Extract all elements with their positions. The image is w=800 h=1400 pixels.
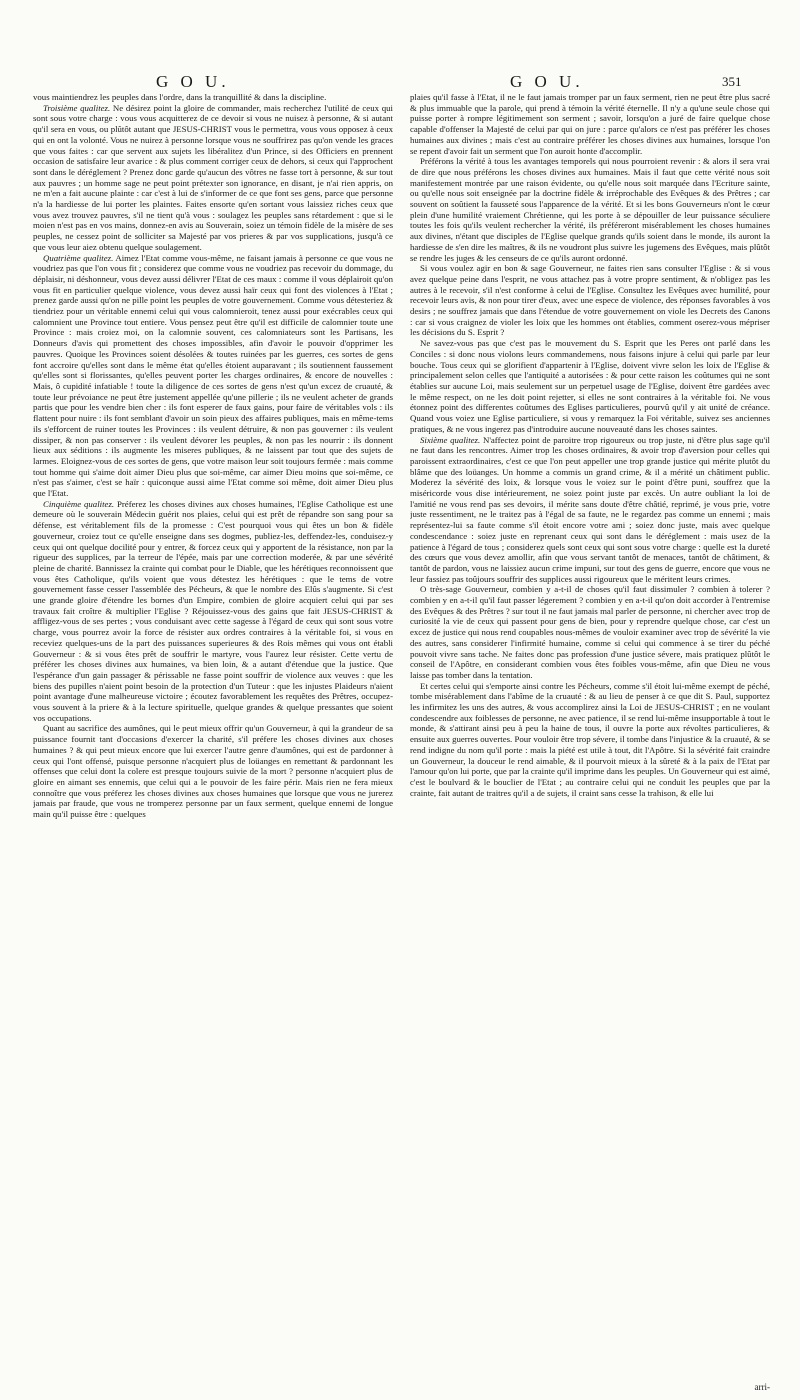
paragraph [410,681,770,799]
paragraph-text: Préferez les choses divines aux choses humaines, l'Eglise Catholique est une demeure où le souverain Médecin guérit nos plaies, celui qui est prêt de répandre son sang pour sa défense, est véritablement fils de la promesse : C'est pourquoi vous qui êtes un bon & fidèle gouverneur, croiez tout ce qu'elle enseigne dans ses dogmes, publiez-les, deffendez-les, conduisez-y ceux qui ont quelque docilité pour y entrer, & forcez ceux qui y apportent de la résistance, non par la rigueur des supplices, par la terreur de l'épée, mais par une correction moderée, & par une sévérité pleine de charité. Bannissez la crainte qui combat pour le Diable, que les hérétiques reconnoissent que vous êtes Catholique, qu'ils voient que vous détestez les hérétiques : que le tems de votre gouvernement fasse cesser l'assemblée des Pécheurs, & que le nombre des Elûs s'augmente. Si c'est une grande gloire d'étendre les bornes d'un Empire, combien de gloire acquiert celui qui par ses travaux fait croître & multiplier l'Eglise ? Réjouissez-vous des gains que fait JESUS-CHRIST & affligez-vous de ses pertes ; vous conduisant avec cette sagesse à l'égard de ceux qui sont sous votre charge, vous pourrez avoir la force de résister aux ordres contraires à la véritable foi, si vous en receviez quelques-uns de la part des puissances superieures & des Rois mêmes qui vous ont établi Gouverneur : & si vous êtes prêt de souffrir le martyre, vous l'aurez leur résister. Cette vertu de préférer les choses divines aux humaines, va bien loin, & a autant d'étendue que la justice. Que l'espérance d'un gain passager & périssable ne fasse point souffrir de violence aux veuves : que les biens des pupilles n'aient point besoin de la protection d'un Tuteur : que les injustes Plaideurs n'aient point avantage d'une malheureuse victoire ; écoutez favorablement les requêtes des Prêtres, occupez-vous souvent à la priere & à la lecture spirituelle, quelque grandes & quelque pressantes que soient vos occupations. [33,498,393,723]
paragraph [410,156,770,263]
paragraph [33,723,393,819]
paragraph [33,499,393,724]
paragraph-text: N'affectez point de paroitre trop rigoureux ou trop juste, ni d'être plus sage qu'il ne faut dans les rencontres. Aimer trop les choses ordinaires, & avoir trop d'aversion pour celles qui paroissent extraordinaires, c'est ce que l'on peut appeller une trop grande justice qui mérite plutôt du blâme que des loüanges. Un homme a commis un grand crime, & il a mérité un châtiment public. Moderez la sévérité des loix, & lorsque vous le voiez sur le point d'être puni, souffrez que la miséricorde vous dise intérieurement, ne soiez point juste par excès. Un autre oubliant la loi de l'amitié ne vous rend pas ses devoirs, il mérite sans doute d'être châtié, reprimé, je vous prie, votre juste ressentiment, ne le traitez pas à l'égal de sa faute, ne le regardez pas comme un ennemi ; mais représentez-lui sa faute comme s'il étoit encore votre ami ; soiez donc juste, mais avec quelque condescendance : soiez juste en reprenant ceux qui sont dans le déréglement : mais usez de la patience à l'égard de tous ; considerez quels sont ceux qui sont sous votre charge : quelle est la dureté des cœurs que vous devez amollir, afin que vous servant tantôt de menaces, tantôt de châtiment, & tantôt de pardon, vous ne laissiez aucun crime impuni, sur tout des gens de guerre, encore que vous ne leur fassiez pas toûjours souffrir des supplices aussi rigoureux que le méritent leurs crimes. [410,434,770,584]
paragraph-text: Ne désirez point la gloire de commander, mais recherchez l'utilité de ceux qui sont sous votre charge : vous vous acquitterez de ce devoir si vous ne nuisez à personne, & si autant qu'il sera en vous, ou plûtôt autant que JESUS-CHRIST vous le permettra, vous vous opposez à ceux qui en ont la volonté. Vous ne nuirez à personne lorsque vous ne souffrirez pas qu'on vende les graces que vous faites : car que servent aux sujets les libéralitez d'un Prince, si des Officiers en prennent occasion de satisfaire leur avarice : & plus comment corriger ceux de dehors, si ceux qui l'approchent sont dans le déréglement ? Prenez donc garde qu'aucun des vôtres ne fasse tort à personne, & sur tout aux pauvres ; un homme sage ne peut point prétexter son ignorance, en disant, je n'ai rien appris, on ne m'en a fait aucune plainte : car c'est à lui de s'informer de ce que font ses gens, parce que personne n'a la hardiesse de lui porter les plaintes. Faites ensorte qu'en sortant vous laissiez riches ceux que vous avez trouvez pauvres, s'il ne tient qu'à vous : soulagez les peuples sans rétardement : que si le moien n'est pas en vos mains, donnez-en avis au Souverain, soiez un témoin fidèle de la misère de ses peuples, ne cessez point de solliciter sa Majesté par vos prieres & par vos supplications, jusqu'à ce que vous leur aiez obtenu quelque soulagement. [33,102,393,252]
paragraph-text: Et certes celui qui s'emporte ainsi contre les Pécheurs, comme s'il étoit lui-même exempt de péché, tombe misérablement dans l'abîme de la cruauté : & au lieu de penser à ce que dit S. Paul, supportez les infirmitez les uns des autres, & vous accomplirez ainsi la Loi de JESUS-CHRIST ; en ne voulant condescendre aux foiblesses de personne, ne avec patience, il se rend lui-même insupportable à tout le monde, & s'attirant ainsi peu à peu la haine de tous, il ouvre la porte aux révoltes particulieres, & ensuite aux guerres ouvertes. Pour vouloir être trop sévere, il tombe dans l'injustice & la cruauté, & se rend indigne du nom qu'il porte : mais la piété est utile à tout, dit l'Apôtre. Si la sévérité fait craindre un Gouverneur, la douceur le rend aimable, & il pourvoit mieux à la sûreté & à la paix de l'Etat par l'amour qu'on lui porte, que par la crainte qu'il imprime dans les peuples. Un Gouverneur qui est aimé, c'est le boulvard & le bouclier de l'Etat ; au contraire celui qui ne conduit les peuples que par la crainte, fait autant de traitres qu'il a de sujets, il craint sans cesse la trahison, & elle lui [410,680,770,798]
left-column [33,92,393,1387]
paragraph [410,338,770,434]
paragraph [33,103,393,253]
paragraph-text: Préférons la vérité à tous les avantages temporels qui nous pourroient revenir : & alors il sera vrai de dire que nous préférons les choses divines aux humaines. Mais il faut que cette vérité nous soit manifestement montrée par une raison évidente, ou qu'elle nous soit marquée dans l'Ecriture sainte, ou qu'elle nous soit enseignée par la doctrine fidèle & irréprochable des Evêques & des Prêtres ; car souvent on soûtient la fausseté sous l'apparence de la vérité. Et si les bons Gouverneurs n'ont le cœur plein d'une humilité vraiement Chrétienne, qui les porte à se dépouiller de leur puissance séculiere toutes les fois qu'ils veulent rechercher la vérité, ils préféreront misérablement les choses humaines aux divines, n'étant que disciples de l'Eglise quelque grands qu'ils soient dans le monde, ils auront la hardiesse de s'en dire les maîtres, & ils ne voudront plus suivre les jugemens des Evêques, mais plûtôt se rendre les juges & les censeurs de ce qu'ils auront ordonné. [410,156,770,263]
paragraph [410,263,770,338]
paragraph-text: Quant au sacrifice des aumônes, qui le peut mieux offrir qu'un Gouverneur, à qui la grandeur de sa puissance fournit tant d'occasions d'exercer la charité, s'il préfere les choses divines aux choses humaines ? & qui peut mieux encore que lui exercer l'autre genre d'aumônes, qui est de pardonner à ceux qui l'ont offensé, puisque personne n'acquiert plus de loüanges en remettant & pardonnant les offenses que celui dont la colere est presque toujours suivie de la mort ? personne n'acquiert plus de gloire en aimant ses ennemis, que celui qui a le pouvoir de les faire périr. Mais rien ne fera mieux connoître que vous préferez les choses divines aux choses humaines que lorsque que vous ne jurerez jamais par fraude, que vous ne tromperez personne par un faux serment, quelque ennemi de longue main qu'il puisse être : quelques [33,723,393,820]
paragraph-text: vous maintiendrez les peuples dans l'ordre, dans la tranquillité & dans la discipline. [33,92,327,102]
paragraph-text: Ne savez-vous pas que c'est pas le mouvement du S. Esprit que les Peres ont parlé dans les Conciles : si donc nous violons leurs commandemens, nous faisons injure à celui qui parle par leur bouche. Tous ceux qui se glorifient d'appartenir à l'Eglise, doivent vivre selon les loix de l'Eglise & principalement selon celles que l'antiquité a autorisées : & pour cette raison les coûtumes qui ne sont établies sur aucune Loi, mais seulement sur un perpetuel usage de l'Eglise, doivent être gardées avec le même respect, on ne les doit point rejetter, si elles ne sont contraires à la véritable foi. Ne vous étonnez point des differentes coûtumes des Eglises particulieres, pourvû qu'il y ait unité de créance. Quand vous voiez une Eglise particuliere, si vous y remarquez la Foi véritable, suivez ses anciennes pratiques, & ne vous ingerez pas d'introduire aucune nouveauté dans les choses saintes. [410,338,770,434]
catchword: arri- [754,1382,770,1392]
section-lead: Cinquième qualitez. [43,498,115,509]
running-head-left: G O U. [156,72,230,91]
paragraph-text: plaies qu'il fasse à l'Etat, il ne le faut jamais tromper par un faux serment, rien ne peut être plus sacré & plus immuable que la parole, qui prend à témoin la vérité éternelle. Il n'y a qu'une seule chose qui puisse porter à rompre légitimement son serment ; savoir, lorsqu'on a juré de faire quelque chose capable d'offenser la Majesté de celui par qui on jure : parce qu'alors ce n'est pas préférer les choses humaines aux divines ; mais c'est au contraire préférer les choses divines aux humaines, lorsque l'on se repent d'avoir fait un serment que l'on auroit honte d'accomplir. [410,92,770,156]
paragraph-text: Si vous voulez agir en bon & sage Gouverneur, ne faites rien sans consulter l'Eglise : & si vous avez quelque peine dans l'esprit, ne vous attachez pas à votre propre sentiment, & n'obligez pas les autres à le recevoir, s'il n'est conforme à celui de l'Eglise. Consultez les Evêques avec humilité, pour recevoir leurs avis, & non pour tirer d'eux, avec une espece de violence, des réponses favorables à vos desirs ; ne souffrez jamais que dans l'étendue de votre gouvernement on viole les Decrets des Canons : car si vous craignez de violer les loix que les hommes ont établies, comment oserez-vous mépriser les décisions du S. Esprit ? [410,263,770,338]
paragraph-text: O très-sage Gouverneur, combien y a-t-il de choses qu'il faut dissimuler ? combien à tolerer ? combien y en a-t-il qu'il faut passer légerement ? combien y en a-t-il qu'on doit accorder à l'entremise des Evêques & des Prêtres ? sur tout il ne faut jamais mal parler de personne, ni chercher avec trop de curiosité la vie de ceux qui passent pour gens de bien, pour y reprendre quelque chose, car c'est un excez de justice qui nous rend coupables nous-mêmes de vouloir examiner avec trop de sévérité la vie des autres, sans considerer l'infirmité humaine, comme si celui qui commence à se tirer du péché pouvoit vivre sans tache. Ne faites donc pas profession d'une justice sévere, mais pratiquez plûtôt le conseil de l'Apôtre, en considerant combien vous êtes foibles vous-même, afin que Dieu ne vous laisse pas tomber dans la tentation. [410,584,770,680]
section-lead: Sixième qualitez. [420,434,481,445]
paragraph [33,92,393,103]
running-head-right: G O U. [510,72,584,91]
section-lead: Troisième qualitez. [43,102,111,113]
section-lead: Quatrième qualitez. [43,252,114,263]
paragraph [410,584,770,680]
paragraph [410,92,770,156]
paragraph [410,435,770,585]
paragraph [33,253,393,499]
right-column [410,92,770,1387]
page-number: 351 [722,74,742,89]
text-columns [33,92,773,1387]
paragraph-text: Aimez l'Etat comme vous-même, ne faisant jamais à personne ce que vous ne voudriez pas que l'on vous fit ; considerez que comme vous ne voudriez pas recevoir du dommage, du déplaisir, ni déshonneur, vous devez aussi délivrer l'Etat de ces maux : comme il vous déplairoit qu'on vous fit en particulier quelque violence, vous devez aussi haïr ceux qui font des violences à l'Etat ; prenez garde aussi qu'on ne pille point les peuples de votre gouvernement. Comme vous détesteriez & tiendriez pour un véritable ennemi celui qui vous calomnieroit, tenez aussi pour exécrables ceux qui calomnient une Province tout entiere. Vous pensez peut être qu'il est difficile de calomnier toute une Province : mais croiez moi, on la calomnie souvent, ces calomniateurs sont les Partisans, les Donneurs d'avis qui promettent des choses impossibles, afin d'avoir le pouvoir d'opprimer les pauvres. Quoique les Provinces soient désolées & toutes ruinées par les guerres, ces sortes de gens font accroire qu'elles sont dans le même état qu'elles étoient auparavant ; ils soutiennent faussement qu'elles sont si florissantes, qu'elles peuvent porter les charges ordinaires, & encore de nouvelles : Mais, ô cupidité infatiable ! toute la diligence de ces sortes de gens n'est qu'un excez de cruauté, & toute leur prévoiance ne peut être justement appellée qu'une pillerie ; ils ne veulent acheter de grands partis que pour les vendre bien cher : ils font esperer de faux gains, pour faire de véritables vols : ils flattent pour nuire : ils font semblant d'avoir un soin pieux des affaires publiques, mais en même-tems ils s'efforcent de ruiner toutes les Provinces : ils veulent détruire, & non pas gouverner : ils veulent dissiper, & non pas conserver : ils veulent dévorer les peuples, & non pas les nourrir : ils donnent lieux aux séditions : ils augmente les miseres publiques, & ne laissent par tout que des sujets de larmes. Eloignez-vous de ces sortes de gens, que votre maison leur soit toujours fermée : mais comme tout homme qui s'aime doit aimer Dieu plus que soi-même, car aimer Dieu moins que soi-même, ce n'est pas s'aimer, c'est se haïr : quiconque aussi aime l'Etat comme soi même, doit aimer Dieu plus que l'Etat. [33,252,393,499]
